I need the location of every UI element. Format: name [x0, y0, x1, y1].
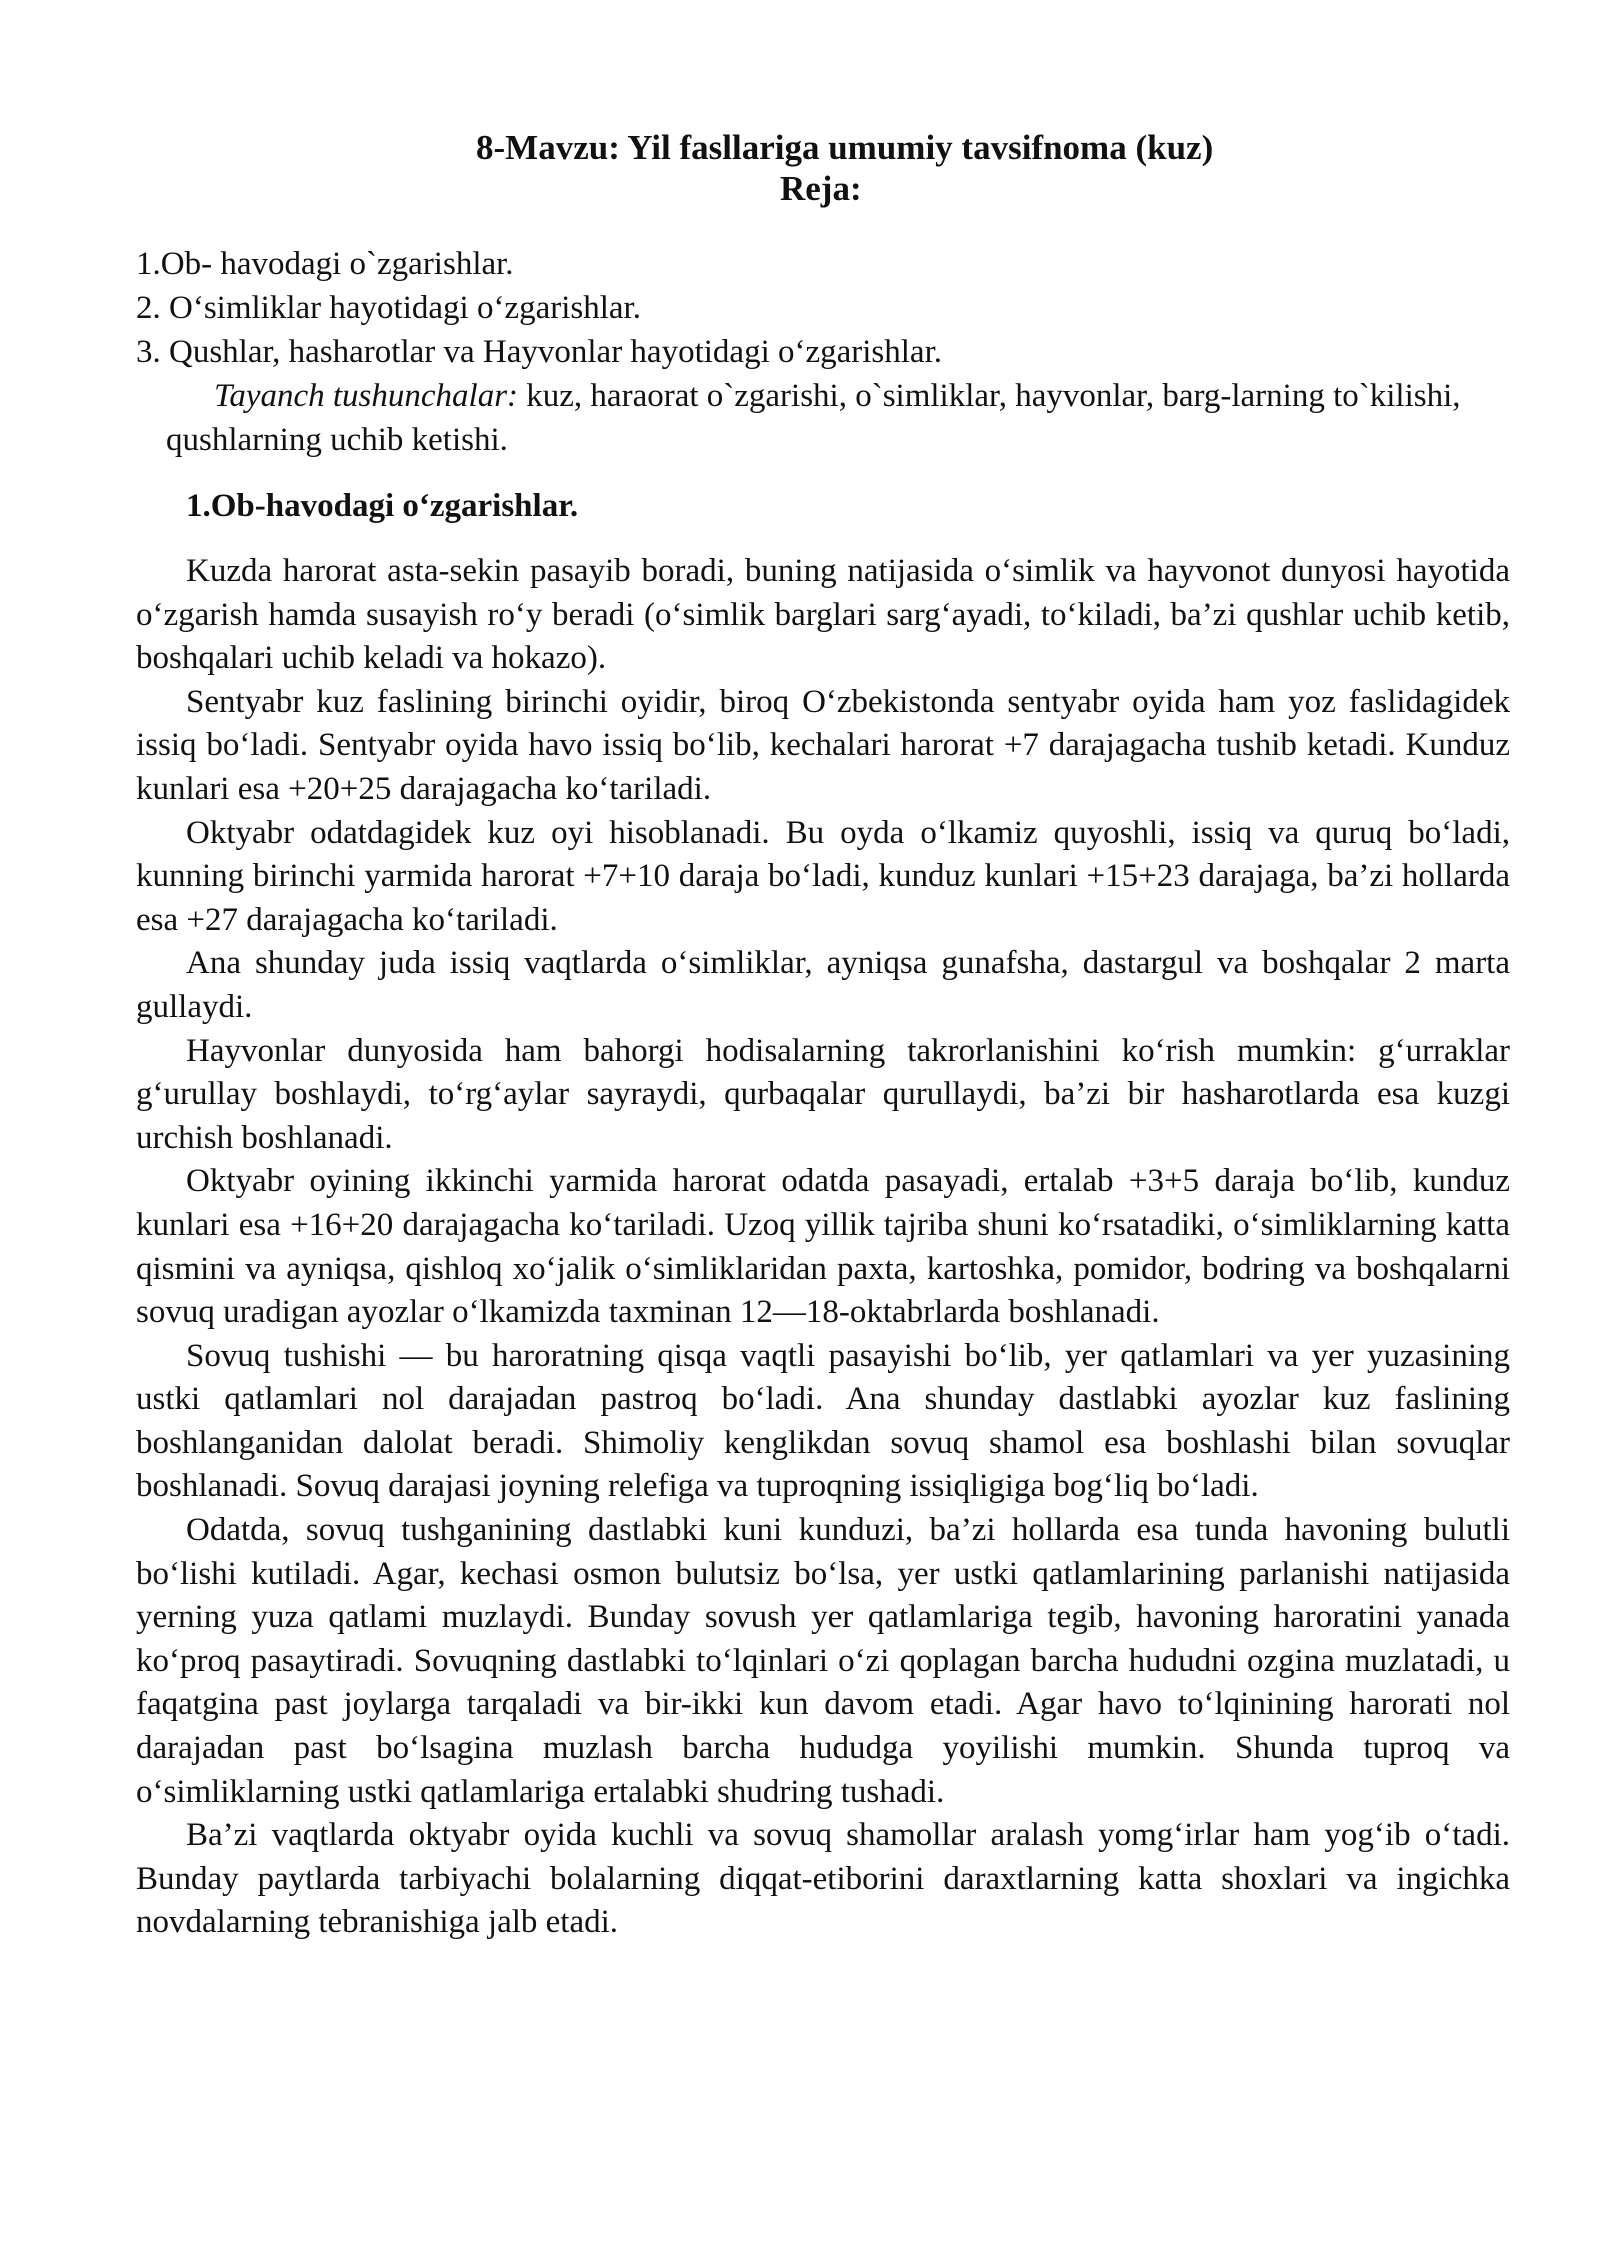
- plan-item: 1.Ob- havodagi o`zgarishlar.: [136, 246, 514, 282]
- keywords-label: Tayanch tushunchalar:: [214, 378, 519, 414]
- plan-item: 2. O‘simliklar hayotidagi o‘zgarishlar.: [136, 290, 641, 326]
- body-paragraph: Odatda, sovuq tushganining dastlabki kuni kunduzi, ba’zi hollarda esa tunda havoning bulutli bo‘lishi kutiladi. Agar, kechasi osmon bulutsiz bo‘lsa, yer ustki qatlamlarining parlanishi natijasida yerning yuza qatlami muzlaydi. Bunday sovush yer qatlamlariga tegib, havoning haroratini yanada ko‘proq pasaytiradi. Sovuqning dastlabki to‘lqinlari o‘zi qoplagan barcha hududni ozgina muzlatadi, u faqatgina past joylarga tarqaladi va bir-ikki kun davom etadi. Agar havo to‘lqinining harorati nol darajadan past bo‘lsagina muzlash barcha hududga yoyilishi mumkin. Shunda tuproq va o‘simliklarning ustki qatlamlariga ertalabki shudring tushadi.: [136, 1512, 1510, 1810]
- document-page: [136, 128, 1510, 1945]
- body-paragraph: Ana shunday juda issiq vaqtlarda o‘simliklar, ayniqsa gunafsha, dastargul va boshqalar 2 marta gullaydi.: [136, 945, 1510, 1025]
- body-paragraph: Sentyabr kuz faslining birinchi oyidir, biroq O‘zbekistonda sentyabr oyida ham yoz faslidagidek issiq bo‘ladi. Sentyabr oyida havo issiq bo‘lib, kechalari harorat +7 darajagacha tushib ketadi. Kunduz kunlari esa +20+25 darajagacha ko‘tariladi.: [136, 683, 1510, 807]
- body-paragraph: Oktyabr odatdagidek kuz oyi hisoblanadi. Bu oyda o‘lkamiz quyoshli, issiq va quruq bo‘ladi, kunning birinchi yarmida harorat +7+10 daraja bo‘ladi, kunduz kunlari +15+23 darajaga, ba’zi hollarda esa +27 darajagacha ko‘tariladi.: [136, 814, 1510, 938]
- body-paragraph: Kuzda harorat asta-sekin pasayib boradi, buning natijasida o‘simlik va hayvonot dunyosi hayotida o‘zgarish hamda susayish ro‘y beradi (o‘simlik barglari sarg‘ayadi, to‘kiladi, ba’zi qushlar uchib ketib, boshqalari uchib keladi va hokazo).: [136, 553, 1510, 677]
- plan-list: [136, 242, 1510, 374]
- section-heading: 1.Ob-havodagi o‘zgarishlar.: [186, 488, 579, 524]
- body-paragraph: Hayvonlar dunyosida ham bahorgi hodisalarning takrorlanishini ko‘rish mumkin: g‘urraklar g‘urullay boshlaydi, to‘rg‘aylar sayraydi, qurbaqalar qurullaydi, ba’zi bir hasharotlarda esa kuzgi urchish boshlanadi.: [136, 1032, 1510, 1156]
- body-paragraph: Oktyabr oyining ikkinchi yarmida harorat odatda pasayadi, ertalab +3+5 daraja bo‘lib, kunduz kunlari esa +16+20 darajagacha ko‘tariladi. Uzoq yillik tajriba shuni ko‘rsatadiki, o‘simliklarning katta qismini va ayniqsa, qishloq xo‘jalik o‘simliklaridan paxta, kartoshka, pomidor, bodring va boshqalarni sovuq uradigan ayozlar o‘lkamizda taxminan 12—18-oktabrlarda boshlanadi.: [136, 1163, 1510, 1331]
- keywords-paragraph: [116, 374, 1546, 462]
- body-paragraph: Sovuq tushishi — bu haroratning qisqa vaqtli pasayishi bo‘lib, yer qatlamlari va yer yuzasining ustki qatlamlari nol darajadan pastroq bo‘ladi. Ana shunday dastlabki ayozlar kuz faslining boshlanganidan dalolat beradi. Shimoliy kenglikdan sovuq shamol esa boshlashi bilan sovuqlar boshlanadi. Sovuq darajasi joyning relefiga va tuproqning issiqligiga bog‘liq bo‘ladi.: [136, 1337, 1510, 1505]
- document-title: 8-Mavzu: Yil fasllariga umumiy tavsifnoma (kuz): [476, 128, 1214, 167]
- keywords-text: kuz, haraorat o`zgarishi, o`simliklar, hayvonlar, barg-larning to`kilishi, qushlarning uchib ketishi.: [166, 378, 1461, 458]
- body-paragraph: Ba’zi vaqtlarda oktyabr oyida kuchli va sovuq shamollar aralash yomg‘irlar ham yog‘ib o‘tadi. Bunday paytlarda tarbiyachi bolalarning diqqat-etiborini daraxtlarning katta shoxlari va ingichka novdalarning tebranishiga jalb etadi.: [136, 1817, 1510, 1941]
- plan-heading: Reja:: [780, 169, 862, 208]
- plan-item: 3. Qushlar, hasharotlar va Hayvonlar hayotidagi o‘zgarishlar.: [136, 334, 943, 370]
